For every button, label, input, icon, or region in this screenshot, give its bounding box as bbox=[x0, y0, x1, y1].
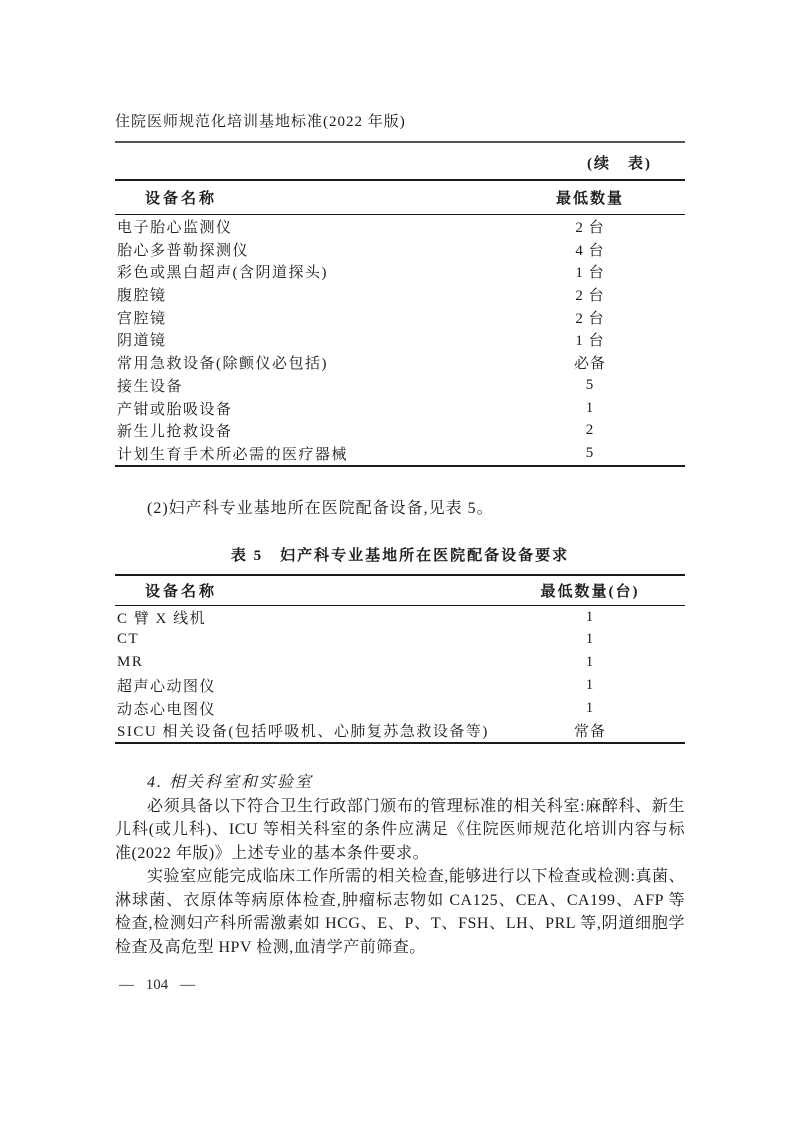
column-header-device-name: 设备名称 bbox=[145, 191, 218, 207]
device-name: 常用急救设备(除颤仪必包括) bbox=[117, 356, 328, 373]
device-name: CT bbox=[117, 631, 140, 648]
device-name: 新生儿抢救设备 bbox=[117, 424, 233, 441]
table-row bbox=[115, 260, 685, 283]
device-name: 动态心电图仪 bbox=[117, 701, 217, 718]
device-quantity: 1 台 bbox=[575, 265, 605, 282]
column-header-device-name: 设备名称 bbox=[145, 583, 218, 600]
table5-title: 表 5 妇产科专业基地所在医院配备设备要求 bbox=[230, 547, 570, 564]
section-paragraph-2: 实验室应能完成临床工作所需的相关检查,能够进行以下检查或检测:真菌、淋球菌、衣原体等病原体检查,肿瘤标志物如 CA125、CEA、CA199、AFP 等检查,检测妇产科所需激素如 HCG、E、P、T、FSH、LH、PRL 等,阴道细胞学检查及高危型 HPV 检测,血清学产前筛查。 bbox=[115, 868, 685, 956]
device-quantity: 1 bbox=[585, 676, 595, 693]
device-quantity: 必备 bbox=[573, 356, 606, 373]
device-quantity: 1 bbox=[585, 654, 595, 671]
column-header-min-quantity: 最低数量(台) bbox=[540, 583, 640, 600]
section-paragraph-1: 必须具备以下符合卫生行政部门颁布的管理标准的相关科室:麻醉科、新生儿科(或儿科)、ICU 等相关科室的条件应满足《住院医师规范化培训内容与标准(2022 年版)》上述专业的基本条件要求。 bbox=[115, 797, 685, 862]
device-name: 计划生育手术所必需的医疗器械 bbox=[117, 447, 349, 464]
intro-paragraph: (2)妇产科专业基地所在医院配备设备,见表 5。 bbox=[147, 499, 494, 517]
device-name: 接生设备 bbox=[117, 378, 184, 395]
device-quantity: 2 bbox=[585, 422, 595, 439]
table-row bbox=[115, 651, 685, 674]
table-header-row bbox=[115, 576, 685, 606]
device-quantity: 4 台 bbox=[575, 242, 605, 259]
device-quantity: 5 bbox=[585, 445, 595, 462]
table-row bbox=[115, 606, 685, 629]
device-quantity: 1 bbox=[585, 699, 595, 716]
column-header-min-quantity: 最低数量 bbox=[555, 191, 624, 207]
device-quantity: 1 bbox=[585, 631, 595, 648]
table-row bbox=[115, 419, 685, 442]
table-row bbox=[115, 351, 685, 374]
device-name: C 臂 X 线机 bbox=[117, 610, 207, 627]
device-name: 彩色或黑白超声(含阴道探头) bbox=[117, 265, 328, 282]
running-header: 住院医师规范化培训基地标准(2022 年版) bbox=[115, 0, 685, 143]
device-quantity: 1 bbox=[585, 608, 595, 625]
device-quantity: 5 bbox=[585, 376, 595, 393]
device-name: 超声心动图仪 bbox=[117, 678, 217, 695]
device-name: 腹腔镜 bbox=[117, 288, 167, 305]
page-number: — 104 — bbox=[119, 977, 195, 993]
table-row bbox=[115, 306, 685, 329]
table-row bbox=[115, 374, 685, 397]
section-heading: 4. 相关科室和实验室 bbox=[147, 774, 314, 792]
table-row bbox=[115, 397, 685, 420]
section-related-departments bbox=[115, 771, 685, 959]
table5-hospital-equipment bbox=[115, 574, 685, 744]
device-quantity: 2 台 bbox=[575, 288, 605, 305]
page-content bbox=[115, 0, 685, 959]
device-quantity: 1 bbox=[585, 399, 595, 416]
table-row bbox=[115, 720, 685, 743]
device-name: 宫腔镜 bbox=[117, 310, 167, 327]
device-name: 胎心多普勒探测仪 bbox=[117, 242, 250, 259]
device-name: 产钳或胎吸设备 bbox=[117, 401, 233, 418]
device-name: 电子胎心监测仪 bbox=[117, 219, 233, 236]
table-row bbox=[115, 329, 685, 352]
table-continued-label: (续 表) bbox=[587, 156, 652, 172]
device-quantity: 1 台 bbox=[575, 333, 605, 350]
device-quantity: 常备 bbox=[573, 724, 606, 741]
device-name: MR bbox=[117, 654, 144, 671]
table-row bbox=[115, 442, 685, 465]
equipment-table-continued bbox=[115, 179, 685, 467]
table-row bbox=[115, 215, 685, 238]
device-name: SICU 相关设备(包括呼吸机、心肺复苏急救设备等) bbox=[117, 724, 489, 741]
table-header-row bbox=[115, 181, 685, 215]
table-row bbox=[115, 283, 685, 306]
device-quantity: 2 台 bbox=[575, 310, 605, 327]
table-row bbox=[115, 629, 685, 652]
device-quantity: 2 台 bbox=[575, 219, 605, 236]
table-row bbox=[115, 238, 685, 261]
table-row bbox=[115, 674, 685, 697]
table-row bbox=[115, 697, 685, 720]
device-name: 阴道镜 bbox=[117, 333, 167, 350]
